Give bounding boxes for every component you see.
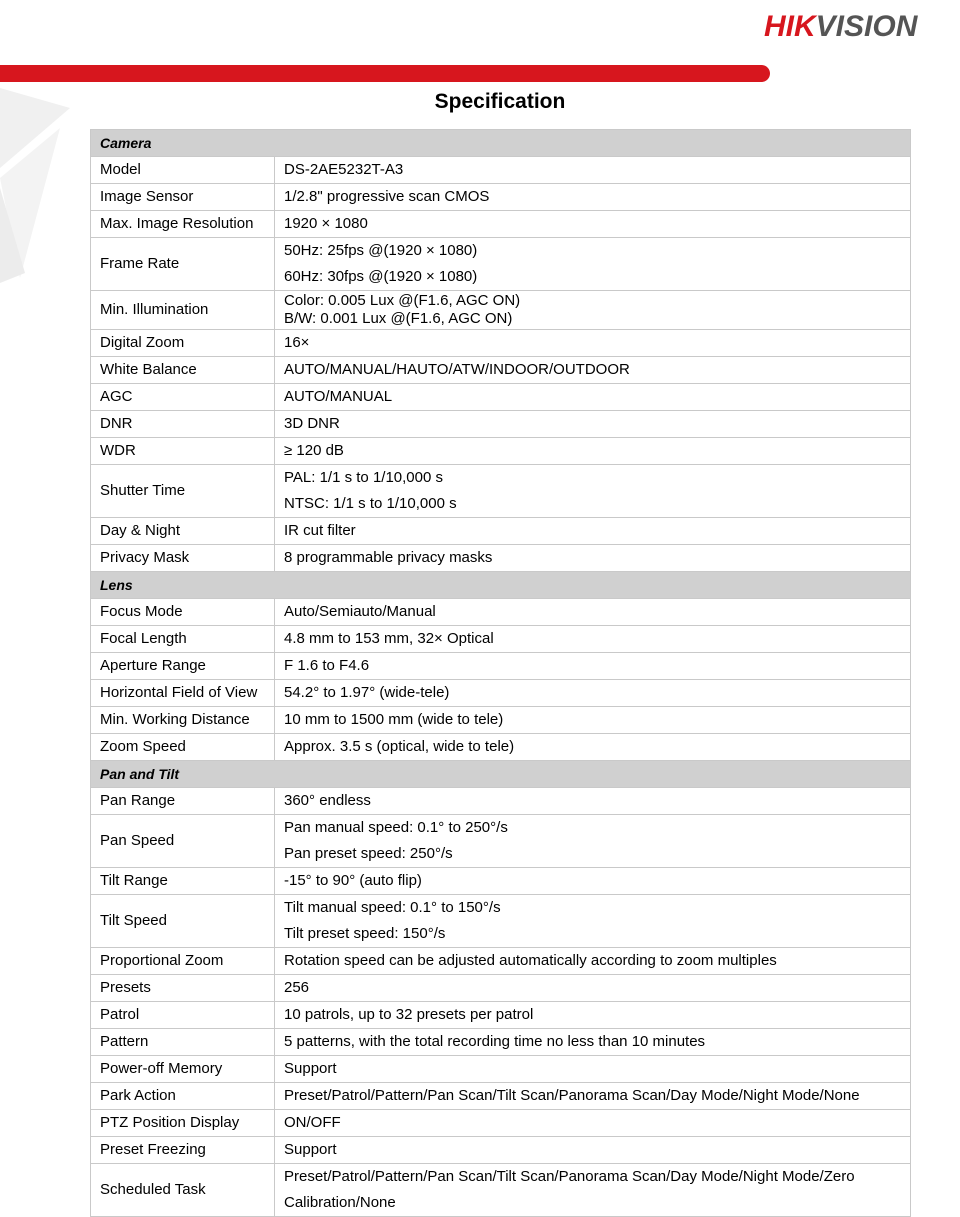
spec-row [91, 545, 911, 572]
spec-value [275, 291, 911, 330]
spec-value-line: ON/OFF [284, 1114, 341, 1131]
watermark-shape [0, 88, 90, 288]
spec-row [91, 626, 911, 653]
spec-value-line: Tilt preset speed: 150°/s [284, 925, 446, 942]
section-title: Camera [91, 130, 911, 157]
spec-value-line: Preset/Patrol/Pattern/Pan Scan/Tilt Scan/Panorama Scan/Day Mode/Night Mode/Zero [284, 1168, 855, 1185]
header-red-bar [0, 65, 770, 82]
spec-value-line: 8 programmable privacy masks [284, 549, 493, 566]
spec-value-line: Approx. 3.5 s (optical, wide to tele) [284, 738, 515, 755]
spec-value-line: Support [284, 1060, 337, 1077]
spec-value [275, 1137, 911, 1164]
spec-value-line: NTSC: 1/1 s to 1/10,000 s [284, 495, 457, 512]
spec-value-line: Auto/Semiauto/Manual [284, 603, 436, 620]
spec-value-line: 1/2.8" progressive scan CMOS [284, 188, 490, 205]
spec-value-line: Support [284, 1141, 337, 1158]
spec-label: Power-off Memory [91, 1056, 275, 1083]
spec-row [91, 1083, 911, 1110]
spec-value-line: AUTO/MANUAL [284, 388, 393, 405]
section-title: Lens [91, 572, 911, 599]
page-title: Specification [434, 90, 566, 113]
spec-row [91, 291, 911, 330]
spec-row [91, 1029, 911, 1056]
spec-value-line: PAL: 1/1 s to 1/10,000 s [284, 469, 443, 486]
spec-value [275, 211, 911, 238]
spec-label: Patrol [91, 1002, 275, 1029]
spec-value [275, 975, 911, 1002]
spec-row [91, 975, 911, 1002]
spec-value [275, 734, 911, 761]
spec-value [275, 788, 911, 815]
spec-value-line: Tilt manual speed: 0.1° to 150°/s [284, 899, 501, 916]
spec-label: Pattern [91, 1029, 275, 1056]
spec-row [91, 815, 911, 868]
spec-row [91, 518, 911, 545]
spec-value [275, 438, 911, 465]
spec-row [91, 465, 911, 518]
spec-label: Digital Zoom [91, 330, 275, 357]
spec-label: Aperture Range [91, 653, 275, 680]
spec-value-line: 5 patterns, with the total recording time no less than 10 minutes [284, 1033, 706, 1050]
section-title: Pan and Tilt [91, 761, 911, 788]
spec-row [91, 357, 911, 384]
spec-row [91, 868, 911, 895]
spec-label: Scheduled Task [91, 1164, 275, 1217]
spec-value [275, 1056, 911, 1083]
spec-label: Horizontal Field of View [91, 680, 275, 707]
spec-value-line: Color: 0.005 Lux @(F1.6, AGC ON) [284, 292, 521, 309]
spec-value-line: DS-2AE5232T-A3 [284, 161, 404, 178]
spec-value-line: B/W: 0.001 Lux @(F1.6, AGC ON) [284, 310, 513, 327]
spec-label: AGC [91, 384, 275, 411]
spec-label: PTZ Position Display [91, 1110, 275, 1137]
spec-value [275, 238, 911, 291]
spec-row [91, 788, 911, 815]
spec-row [91, 1056, 911, 1083]
spec-value [275, 357, 911, 384]
spec-label: Presets [91, 975, 275, 1002]
spec-value [275, 1029, 911, 1056]
spec-value [275, 599, 911, 626]
spec-value-line: 54.2° to 1.97° (wide-tele) [284, 684, 450, 701]
spec-row [91, 411, 911, 438]
spec-value-line: 360° endless [284, 792, 371, 809]
spec-value-line: 256 [284, 979, 310, 996]
spec-value [275, 465, 911, 518]
spec-value [275, 545, 911, 572]
spec-value [275, 653, 911, 680]
spec-row [91, 599, 911, 626]
spec-row [91, 653, 911, 680]
spec-value-line: 16× [284, 334, 310, 351]
specification-table [90, 129, 911, 1217]
spec-value-line: 60Hz: 30fps @(1920 × 1080) [284, 268, 478, 285]
hikvision-logo [762, 4, 952, 44]
spec-value-line: 10 patrols, up to 32 presets per patrol [284, 1006, 534, 1023]
spec-row [91, 238, 911, 291]
spec-label: Tilt Range [91, 868, 275, 895]
spec-value [275, 895, 911, 948]
spec-label: Park Action [91, 1083, 275, 1110]
spec-value-line: 1920 × 1080 [284, 215, 368, 232]
spec-value [275, 184, 911, 211]
spec-label: Max. Image Resolution [91, 211, 275, 238]
spec-value-line: F 1.6 to F4.6 [284, 657, 370, 674]
spec-value [275, 1110, 911, 1137]
spec-row [91, 330, 911, 357]
spec-value [275, 330, 911, 357]
spec-value [275, 384, 911, 411]
spec-row [91, 384, 911, 411]
spec-label: Model [91, 157, 275, 184]
spec-row [91, 895, 911, 948]
spec-value [275, 707, 911, 734]
spec-value-line: IR cut filter [284, 522, 356, 539]
spec-row [91, 1137, 911, 1164]
spec-label: Zoom Speed [91, 734, 275, 761]
spec-value-line: Pan preset speed: 250°/s [284, 845, 453, 862]
spec-label: White Balance [91, 357, 275, 384]
spec-value [275, 626, 911, 653]
spec-value-line: Rotation speed can be adjusted automatically according to zoom multiples [284, 952, 777, 969]
spec-label: Shutter Time [91, 465, 275, 518]
spec-value [275, 157, 911, 184]
spec-value-line: -15° to 90° (auto flip) [284, 872, 422, 889]
spec-value [275, 868, 911, 895]
spec-value [275, 948, 911, 975]
spec-value [275, 411, 911, 438]
spec-row [91, 1002, 911, 1029]
spec-row [91, 438, 911, 465]
section-header [91, 130, 911, 157]
spec-label: Day & Night [91, 518, 275, 545]
spec-value-line: AUTO/MANUAL/HAUTO/ATW/INDOOR/OUTDOOR [284, 361, 630, 378]
spec-label: Min. Illumination [91, 291, 275, 330]
spec-row [91, 680, 911, 707]
spec-label: Frame Rate [91, 238, 275, 291]
spec-label: Pan Speed [91, 815, 275, 868]
spec-label: Pan Range [91, 788, 275, 815]
spec-value-line: Calibration/None [284, 1194, 396, 1211]
spec-value-line: 4.8 mm to 153 mm, 32× Optical [284, 630, 494, 647]
section-header [91, 761, 911, 788]
spec-row [91, 734, 911, 761]
spec-label: WDR [91, 438, 275, 465]
spec-value [275, 815, 911, 868]
spec-value-line: 50Hz: 25fps @(1920 × 1080) [284, 242, 478, 259]
spec-value [275, 1002, 911, 1029]
spec-label: Image Sensor [91, 184, 275, 211]
spec-label: Focal Length [91, 626, 275, 653]
spec-value [275, 1083, 911, 1110]
spec-label: Preset Freezing [91, 1137, 275, 1164]
spec-label: Tilt Speed [91, 895, 275, 948]
spec-row [91, 184, 911, 211]
spec-value [275, 1164, 911, 1217]
spec-row [91, 1110, 911, 1137]
spec-value-line: Pan manual speed: 0.1° to 250°/s [284, 819, 508, 836]
spec-row [91, 211, 911, 238]
spec-label: Min. Working Distance [91, 707, 275, 734]
spec-value [275, 518, 911, 545]
spec-value-line: 10 mm to 1500 mm (wide to tele) [284, 711, 504, 728]
spec-label: DNR [91, 411, 275, 438]
spec-label: Privacy Mask [91, 545, 275, 572]
svg-text:HIKVISION: HIKVISION [764, 10, 918, 43]
spec-row [91, 707, 911, 734]
section-header [91, 572, 911, 599]
spec-value-line: ≥ 120 dB [284, 442, 344, 459]
spec-row [91, 157, 911, 184]
spec-value-line: Preset/Patrol/Pattern/Pan Scan/Tilt Scan/Panorama Scan/Day Mode/Night Mode/None [284, 1087, 860, 1104]
spec-row [91, 948, 911, 975]
spec-value [275, 680, 911, 707]
spec-row [91, 1164, 911, 1217]
spec-value-line: 3D DNR [284, 415, 340, 432]
spec-label: Focus Mode [91, 599, 275, 626]
spec-label: Proportional Zoom [91, 948, 275, 975]
